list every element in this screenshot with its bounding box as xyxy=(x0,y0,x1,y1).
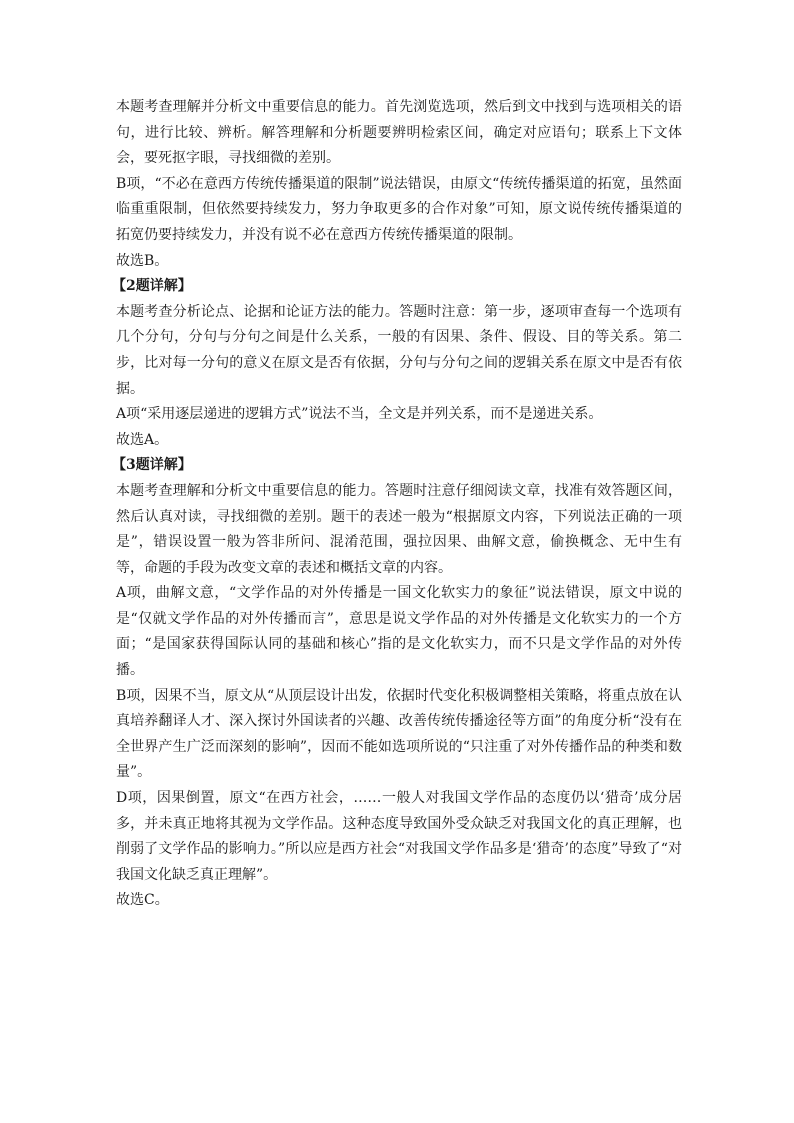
paragraph-option-a: A项“采用逐层递进的逻辑方式”说法不当，全文是并列关系，而不是递进关系。 xyxy=(116,406,603,423)
document-body xyxy=(112,95,682,914)
paragraph-3-option-b: B项，因果不当，原文从“从顶层设计出发，依据时代变化积极调整相关策略，将重点放在认真培养翻译人才、深入探讨外国读者的兴趣、改善传统传播途径等方面”的角度分析“没有在全世界产生广泛而深刻的影响”，因而不能如选项所说的“只注重了对外传播作品的种类和数量”。 xyxy=(116,687,682,781)
paragraph-3-option-a: A项，曲解文意，“文学作品的对外传播是一国文化软实力的象征”说法错误，原文中说的是“仅就文学作品的对外传播而言”，意思是说文学作品的对外传播是文化软实力的一个方面；“是国家获得国际认同的基础和核心”指的是文化软实力，而不只是文学作品的对外传播。 xyxy=(116,585,682,679)
paragraph-answer-b: 故选B。 xyxy=(116,252,169,269)
paragraph-1-analysis: 本题考查理解并分析文中重要信息的能力。首先浏览选项，然后到文中找到与选项相关的语句，进行比较、辨析。解答理解和分析题要辨明检索区间，确定对应语句；联系上下文体会，要死抠字眼，寻找细微的差别。 xyxy=(116,99,682,167)
paragraph-3-option-d: D项，因果倒置，原文“在西方社会，……一般人对我国文学作品的态度仍以‘猎奇’成分居多，并未真正地将其视为文学作品。这种态度导致国外受众缺乏对我国文化的真正理解，也削弱了文学作品的影响力。”所以应是西方社会“对我国文学作品多是‘猎奇’的态度”导致了“对我国文化缺乏真正理解”。 xyxy=(116,790,682,883)
paragraph-answer-a: 故选A。 xyxy=(116,431,169,448)
paragraph-answer-c: 故选C。 xyxy=(116,892,169,909)
paragraph-option-b: B项，“不必在意西方传统传播渠道的限制”说法错误，由原文“传统传播渠道的拓宽，虽然面临重重限制，但依然要持续发力，努力争取更多的合作对象”可知，原文说传统传播渠道的拓宽仍要持续发力，并没有说不必在意西方传统传播渠道的限制。 xyxy=(116,175,682,243)
heading-question-2: 【2题详解】 xyxy=(112,278,192,295)
paragraph-3-analysis: 本题考查理解和分析文中重要信息的能力。答题时注意仔细阅读文章，找准有效答题区间，然后认真对读，寻找细微的差别。题干的表述一般为“根据原文内容，下列说法正确的一项是”，错误设置一般为答非所问、混淆范围，强拉因果、曲解文意，偷换概念、无中生有等，命题的手段为改变文章的表述和概括文章的内容。 xyxy=(116,482,682,576)
heading-question-3: 【3题详解】 xyxy=(112,457,192,474)
paragraph-2-analysis: 本题考查分析论点、论据和论证方法的能力。答题时注意：第一步，逐项审查每一个选项有几个分句，分句与分句之间是什么关系，一般的有因果、条件、假设、目的等关系。第二步，比对每一分句的意义在原文是否有依据，分句与分句之间的逻辑关系在原文中是否有依据。 xyxy=(116,303,682,397)
